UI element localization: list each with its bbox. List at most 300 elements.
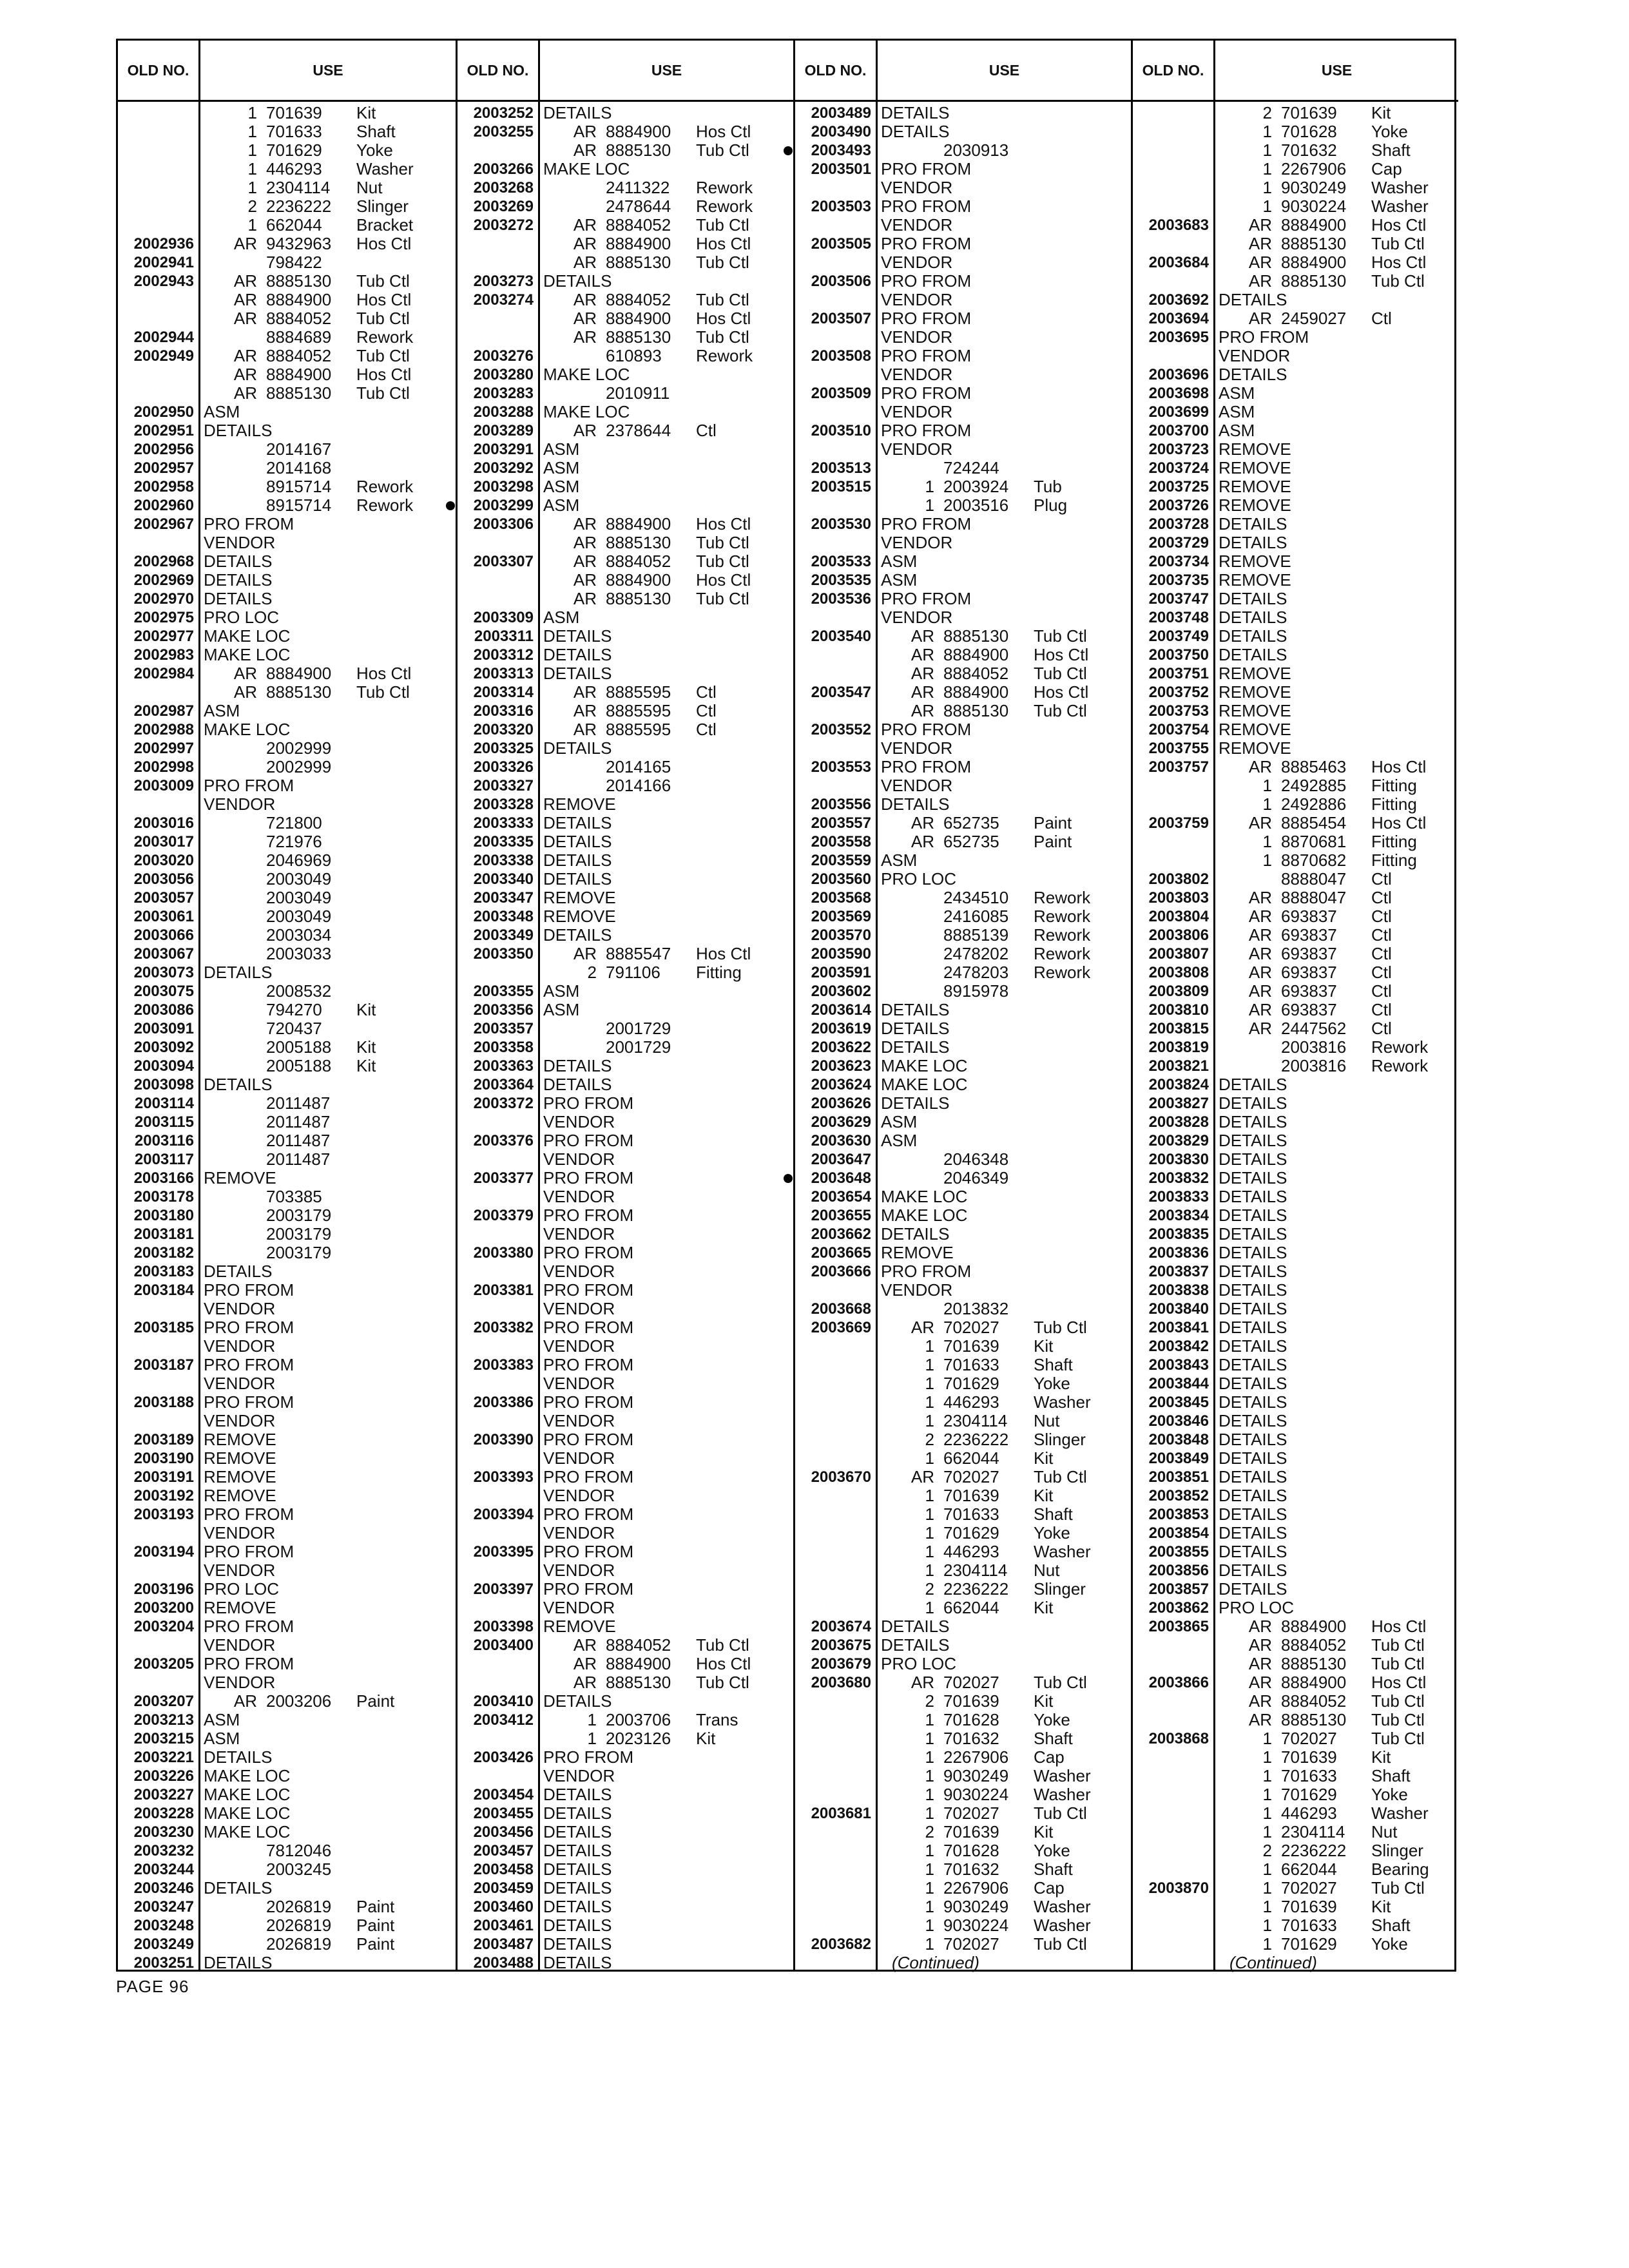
old-number: 2003386 [473, 1394, 534, 1411]
description: Trans [696, 1711, 738, 1729]
table-row [795, 945, 1131, 963]
table-row [458, 178, 793, 197]
use-entry [215, 384, 454, 403]
quantity: AR [573, 421, 597, 440]
quantity: AR [573, 1636, 597, 1655]
use-text: DETAILS [543, 664, 612, 683]
old-number: 2003311 [474, 628, 534, 645]
use-text: DETAILS [543, 1057, 612, 1075]
part-number: 8885130 [606, 533, 671, 552]
use-text: ASM [204, 702, 240, 720]
table-row [458, 1057, 793, 1075]
use-text: DETAILS [543, 832, 612, 851]
use-text: PRO FROM [543, 1169, 634, 1187]
description: Tub Ctl [696, 253, 749, 272]
old-number: 2003182 [133, 1244, 194, 1262]
use-entry [554, 776, 792, 795]
old-number: 2003833 [1148, 1188, 1209, 1206]
table-row [1133, 1599, 1458, 1617]
table-row [795, 720, 1131, 739]
old-number: 2002970 [133, 590, 194, 608]
old-number: 2003855 [1148, 1543, 1209, 1561]
part-number: 2026819 [266, 1935, 332, 1954]
description: Tub Ctl [1371, 272, 1425, 291]
use-text: DETAILS [881, 1019, 950, 1038]
part-number: 702027 [943, 1935, 999, 1954]
table-row [118, 1449, 456, 1468]
use-entry [215, 141, 454, 160]
description: Ctl [1371, 963, 1392, 982]
old-number: 2003698 [1148, 385, 1209, 402]
table-row [118, 627, 456, 646]
part-number: 2003206 [266, 1692, 332, 1711]
use-entry [215, 1935, 454, 1954]
description: Cap [1034, 1748, 1065, 1767]
parts-table [116, 39, 1456, 1972]
use-text: VENDOR [543, 1337, 615, 1356]
old-number: 2002958 [133, 478, 194, 495]
part-number: 2003049 [266, 907, 332, 926]
table-row [458, 365, 793, 384]
part-number: 446293 [266, 160, 322, 178]
old-number: 2003347 [473, 889, 534, 907]
part-number: 8915978 [943, 982, 1009, 1001]
table-row [795, 646, 1131, 664]
description: Kit [1371, 1748, 1391, 1767]
old-number: 2003843 [1148, 1356, 1209, 1374]
use-entry [215, 160, 454, 178]
use-text: PRO LOC [881, 1655, 957, 1673]
use-text: DETAILS [543, 1935, 612, 1954]
use-text: PRO FROM [543, 1542, 634, 1561]
old-number: 2003067 [133, 945, 194, 963]
table-row [1133, 739, 1458, 758]
old-number: 2003751 [1148, 665, 1209, 682]
part-number: 2014166 [606, 776, 671, 795]
old-number: 2003699 [1148, 403, 1209, 421]
part-number: 8915714 [266, 477, 332, 496]
use-entry [215, 1692, 454, 1711]
use-entry [215, 982, 454, 1001]
part-number: 2411322 [606, 178, 670, 197]
part-number: 701633 [943, 1356, 999, 1374]
old-number: 2003280 [473, 366, 534, 383]
table-row [118, 814, 456, 832]
old-number: 2003316 [473, 702, 534, 720]
part-number: 7812046 [266, 1841, 332, 1860]
part-number: 2014168 [266, 459, 332, 477]
table-row [118, 365, 456, 384]
description: Ctl [696, 683, 717, 702]
use-entry [1229, 1057, 1457, 1075]
table-row [458, 1711, 793, 1729]
description: Tub Ctl [1371, 1711, 1425, 1729]
use-entry [215, 1038, 454, 1057]
part-number: 446293 [1281, 1804, 1337, 1823]
table-row [795, 1954, 1131, 1972]
table-row [118, 1954, 456, 1972]
part-number: 2378644 [606, 421, 671, 440]
quantity: 1 [1262, 122, 1272, 141]
part-number: 2003049 [266, 870, 332, 889]
quantity: 1 [247, 216, 257, 235]
old-number: 2002977 [133, 628, 194, 645]
part-number: 701639 [943, 1823, 999, 1841]
use-text: PRO FROM [204, 1655, 294, 1673]
use-text: REMOVE [204, 1486, 276, 1505]
use-entry [215, 739, 454, 758]
use-text: DETAILS [543, 1785, 612, 1804]
use-entry [215, 309, 454, 328]
part-number: 8884900 [943, 646, 1009, 664]
table-row [118, 1617, 456, 1636]
table-row [458, 1019, 793, 1038]
part-number: 2003706 [606, 1711, 671, 1729]
old-number: 2003556 [811, 796, 871, 813]
table-row [118, 1038, 456, 1057]
table-row [1133, 1542, 1458, 1561]
use-entry [215, 328, 454, 347]
use-entry [892, 1748, 1130, 1767]
quantity: AR [573, 216, 597, 235]
part-number: 2005188 [266, 1038, 332, 1057]
use-text: PRO FROM [881, 590, 972, 608]
old-number: 2002943 [133, 273, 194, 290]
part-number: 2003033 [266, 945, 332, 963]
quantity: 1 [587, 1729, 597, 1748]
table-row [458, 1244, 793, 1262]
table-row [795, 477, 1131, 496]
part-number: 703385 [266, 1187, 322, 1206]
use-entry [215, 926, 454, 945]
use-text: DETAILS [881, 1094, 950, 1113]
use-text: PRO FROM [543, 1430, 634, 1449]
quantity: AR [233, 272, 257, 291]
use-text: REMOVE [204, 1430, 276, 1449]
part-number: 9432963 [266, 235, 332, 253]
old-number: 2003350 [473, 945, 534, 963]
table-row [458, 1374, 793, 1393]
table-row [118, 1580, 456, 1599]
table-row [1133, 1898, 1458, 1916]
use-entry [892, 702, 1130, 720]
use-entry [892, 1524, 1130, 1542]
table-row [118, 683, 456, 702]
old-number: 2003187 [133, 1356, 194, 1374]
old-number: 2003844 [1148, 1375, 1209, 1392]
table-row [795, 1393, 1131, 1412]
description: Shaft [1371, 1767, 1411, 1785]
old-number: 2003266 [473, 160, 534, 178]
part-number: 2304114 [943, 1412, 1008, 1430]
description: Shaft [1371, 1916, 1411, 1935]
use-text: DETAILS [881, 122, 950, 141]
description: Plug [1034, 496, 1068, 515]
description: Hos Ctl [356, 664, 412, 683]
use-entry [215, 1019, 454, 1038]
use-text: MAKE LOC [204, 1767, 291, 1785]
old-number: 2003020 [133, 852, 194, 869]
table-row [458, 1636, 793, 1655]
use-text: ASM [204, 1729, 240, 1748]
use-text: VENDOR [881, 1281, 953, 1300]
description: Tub Ctl [696, 552, 749, 571]
table-row [118, 1692, 456, 1711]
table-row [1133, 1655, 1458, 1673]
use-text: VENDOR [881, 328, 953, 347]
old-number: 2002950 [133, 403, 194, 421]
table-row [795, 1505, 1131, 1524]
old-number: 2003513 [811, 459, 871, 477]
quantity: AR [573, 309, 597, 328]
table-row [118, 1841, 456, 1860]
description: Tub Ctl [696, 533, 749, 552]
use-text: PRO FROM [543, 1206, 634, 1225]
use-entry [215, 1225, 454, 1244]
table-row [118, 870, 456, 889]
old-number: 2003803 [1148, 889, 1209, 907]
use-entry [554, 683, 792, 702]
description: Cap [1034, 1879, 1065, 1898]
part-number: 8884689 [266, 328, 332, 347]
table-row [118, 795, 456, 814]
use-text: REMOVE [204, 1599, 276, 1617]
table-row [795, 235, 1131, 253]
quantity: 2 [925, 1430, 934, 1449]
use-entry [215, 440, 454, 459]
part-number: 2046969 [266, 851, 332, 870]
use-entry [892, 1374, 1130, 1393]
table-row [458, 1767, 793, 1785]
old-number: 2002988 [133, 721, 194, 738]
description: Kit [1371, 104, 1391, 122]
old-number: 2003852 [1148, 1487, 1209, 1504]
use-text: DETAILS [204, 421, 273, 440]
old-number: 2003185 [133, 1319, 194, 1336]
use-entry [892, 945, 1130, 963]
old-number: 2003376 [473, 1132, 534, 1149]
use-text: DETAILS [1219, 627, 1287, 646]
description: Hos Ctl [696, 571, 751, 590]
description: Rework [1034, 963, 1091, 982]
part-number: 2003034 [266, 926, 332, 945]
use-text: VENDOR [543, 1262, 615, 1281]
table-row [118, 1468, 456, 1486]
part-number: 2023126 [606, 1729, 671, 1748]
use-text: ASM [543, 982, 580, 1001]
table-row [795, 1524, 1131, 1542]
part-number: 2478202 [943, 945, 1009, 963]
old-number: 2003665 [811, 1244, 871, 1262]
use-entry [554, 421, 792, 440]
old-number: 2003382 [473, 1319, 534, 1336]
description: Washer [1034, 1898, 1091, 1916]
table-row [118, 646, 456, 664]
old-number: 2003313 [473, 665, 534, 682]
use-entry [554, 328, 792, 347]
old-number: 2003806 [1148, 927, 1209, 944]
use-text: DETAILS [543, 739, 612, 758]
old-number: 2003559 [811, 852, 871, 869]
table-row [118, 739, 456, 758]
use-entry [215, 365, 454, 384]
table-row [1133, 1636, 1458, 1655]
old-number: 2003832 [1148, 1169, 1209, 1187]
part-number: 8884900 [606, 1655, 671, 1673]
use-text: DETAILS [1219, 1150, 1287, 1169]
use-entry [1229, 197, 1457, 216]
old-number: 2003372 [473, 1095, 534, 1112]
use-entry [892, 1785, 1130, 1804]
old-number: 2003230 [133, 1823, 194, 1841]
use-text: DETAILS [1219, 1337, 1287, 1356]
use-entry [892, 1412, 1130, 1430]
part-number: 8885130 [266, 272, 332, 291]
use-entry [1229, 1860, 1457, 1879]
old-number: 2003299 [459, 496, 534, 515]
old-number: 2003379 [473, 1207, 534, 1224]
use-entry [892, 1916, 1130, 1935]
table-row [118, 384, 456, 403]
part-number: 2026819 [266, 1898, 332, 1916]
old-number: 2003535 [811, 572, 871, 589]
continued-text: (Continued) [1229, 1954, 1317, 1972]
old-number: 2003629 [811, 1113, 871, 1131]
table-row [1133, 1841, 1458, 1860]
use-entry [215, 683, 454, 702]
table-row [1133, 851, 1458, 870]
old-number: 2003312 [473, 646, 534, 664]
use-entry [1229, 104, 1457, 122]
use-text: DETAILS [543, 814, 612, 832]
use-text: DETAILS [204, 1879, 273, 1898]
part-number: 693837 [1281, 945, 1337, 963]
quantity: 1 [925, 1486, 934, 1505]
use-entry [892, 1823, 1130, 1841]
use-text: DETAILS [543, 272, 612, 291]
table-row [795, 1711, 1131, 1729]
use-entry [215, 1898, 454, 1916]
table-row [118, 1225, 456, 1244]
use-text: PRO FROM [543, 1505, 634, 1524]
use-entry [554, 1711, 792, 1729]
table-row [1133, 702, 1458, 720]
use-entry [1229, 1617, 1457, 1636]
use-text: VENDOR [204, 1524, 276, 1542]
table-row [795, 814, 1131, 832]
use-entry [1229, 776, 1457, 795]
table-row [118, 552, 456, 571]
table-row [118, 851, 456, 870]
description: Cap [1371, 160, 1402, 178]
use-text: VENDOR [881, 739, 953, 758]
table-row [1133, 1486, 1458, 1505]
old-number: 2003846 [1148, 1412, 1209, 1430]
use-entry [215, 496, 454, 515]
quantity: 1 [925, 1748, 934, 1767]
quantity: AR [911, 1673, 934, 1692]
use-text: DETAILS [1219, 533, 1287, 552]
old-number: 2003066 [133, 927, 194, 944]
old-number: 2002969 [133, 572, 194, 589]
part-number: 8884900 [266, 365, 332, 384]
quantity: 1 [925, 1729, 934, 1748]
part-number: 2011487 [266, 1150, 331, 1169]
row-list [118, 104, 456, 1970]
use-entry [892, 1337, 1130, 1356]
table-row [118, 1898, 456, 1916]
table-row [458, 384, 793, 403]
old-number: 2003383 [473, 1356, 534, 1374]
use-text: DETAILS [881, 1001, 950, 1019]
quantity: AR [233, 365, 257, 384]
use-text: VENDOR [543, 1486, 615, 1505]
table-row [795, 496, 1131, 515]
table-row [458, 926, 793, 945]
old-number: 2002960 [133, 497, 194, 514]
table-row [458, 1113, 793, 1131]
description: Ctl [1371, 945, 1392, 963]
quantity: AR [911, 646, 934, 664]
description: Hos Ctl [1371, 758, 1427, 776]
old-number: 2003655 [811, 1207, 871, 1224]
old-number: 2003488 [473, 1954, 534, 1972]
description: Tub Ctl [1034, 1935, 1087, 1954]
table-row [458, 963, 793, 982]
table-row [118, 776, 456, 795]
table-row [458, 347, 793, 365]
part-number: 702027 [943, 1673, 999, 1692]
table-row [1133, 1954, 1458, 1972]
part-number: 701629 [1281, 1935, 1337, 1954]
table-row [458, 889, 793, 907]
use-entry [892, 1711, 1130, 1729]
table-row [118, 720, 456, 739]
quantity: 1 [247, 122, 257, 141]
description: Nut [1034, 1412, 1060, 1430]
old-number: 2003393 [473, 1468, 534, 1486]
table-row [458, 627, 793, 646]
use-text: VENDOR [543, 1599, 615, 1617]
quantity: AR [1248, 982, 1272, 1001]
use-entry [892, 1393, 1130, 1412]
quantity: 1 [1262, 1860, 1272, 1879]
table-row [795, 1001, 1131, 1019]
description: Bracket [356, 216, 414, 235]
use-text: VENDOR [543, 1449, 615, 1468]
use-entry [1229, 945, 1457, 963]
use-entry [554, 552, 792, 571]
quantity: AR [911, 683, 934, 702]
quantity: 1 [1262, 141, 1272, 160]
old-number: 2003490 [811, 123, 871, 140]
description: Washer [1371, 1804, 1429, 1823]
table-row [1133, 1823, 1458, 1841]
old-number: 2003857 [1148, 1581, 1209, 1598]
quantity: AR [1248, 1001, 1272, 1019]
part-number: 8884900 [606, 515, 671, 533]
table-row [795, 795, 1131, 814]
part-number: 662044 [1281, 1860, 1337, 1879]
use-entry [1229, 253, 1457, 272]
description: Tub Ctl [696, 216, 749, 235]
quantity: 1 [1262, 1898, 1272, 1916]
description: Nut [1371, 1823, 1398, 1841]
table-row [118, 1823, 456, 1841]
old-number: 2003728 [1148, 515, 1209, 533]
use-entry [554, 1673, 792, 1692]
part-number: 2492885 [1281, 776, 1347, 795]
